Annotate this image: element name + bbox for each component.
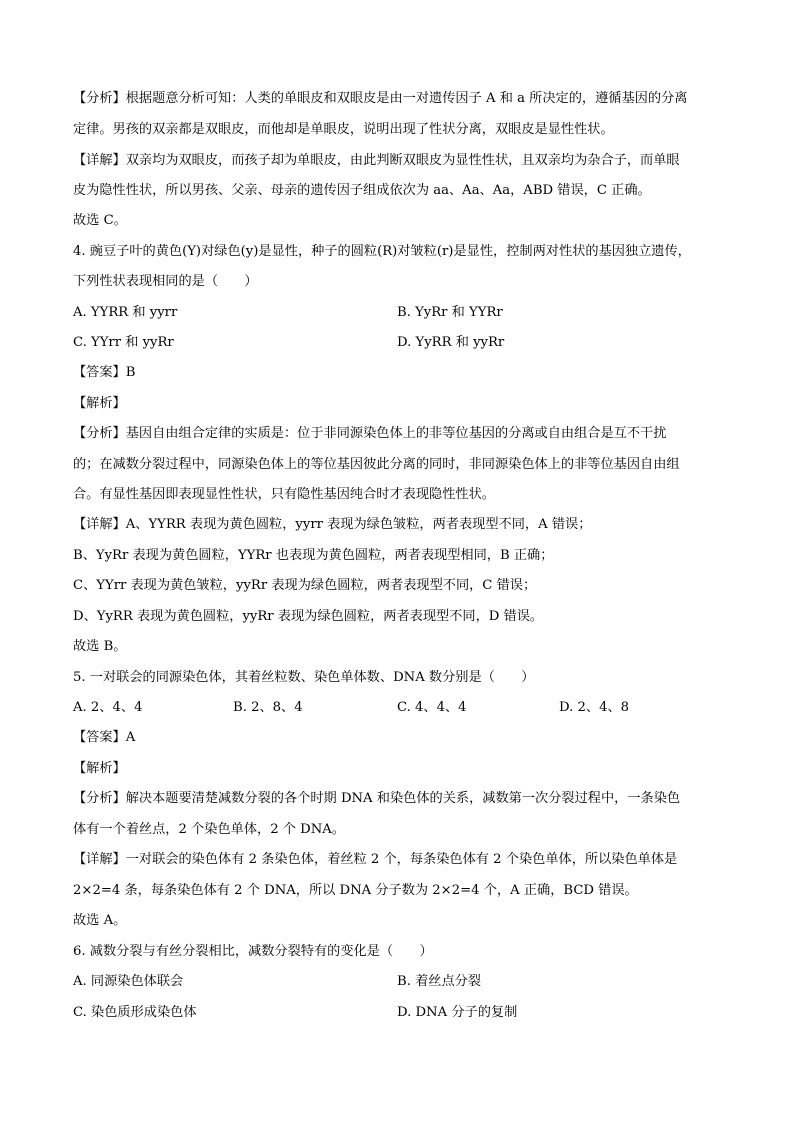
choice-q4: 故选 B。	[73, 639, 127, 654]
answer-q5: 【答案】A	[73, 730, 136, 745]
analysis-q3: 【分析】根据题意分析可知：人类的单眼皮和双眼皮是由一对遗传因子 A 和 a 所决定的，遵循基因的分离	[73, 91, 688, 106]
answer-q4: 【答案】B	[73, 365, 136, 380]
question-4-cont: 下列性状表现相同的是（ ）	[73, 274, 258, 289]
choice-q5: 故选 A。	[73, 913, 127, 928]
detail-q3-cont: 皮为隐性性状，所以男孩、父亲、母亲的遗传因子组成依次为 aa、Aa、Aa，ABD 错误，C 正确。	[73, 183, 651, 198]
q4-option-a: A. YYRR 和 yyrr	[73, 305, 178, 320]
q6-option-a: A. 同源染色体联会	[73, 974, 184, 989]
q5-option-a: A. 2、4、4	[73, 700, 143, 715]
q5-option-d: D. 2、4、8	[559, 700, 630, 715]
question-6: 6. 减数分裂与有丝分裂相比，减数分裂特有的变化是（ ）	[73, 944, 433, 959]
detail-q5: 【详解】一对联会的染色体有 2 条染色体，着丝粒 2 个，每条染色体有 2 个染色单体，所以染色单体是	[73, 852, 678, 867]
q4-option-d: D. YyRR 和 yyRr	[397, 335, 505, 350]
analysis-q4-cont1: 的；在减数分裂过程中，同源染色体上的等位基因彼此分离的同时，非同源染色体上的非等位基因自由组	[73, 457, 680, 472]
question-4: 4. 豌豆子叶的黄色(Y)对绿色(y)是显性，种子的圆粒(R)对皱粒(r)是显性，控制两对性状的基因独立遗传，	[73, 244, 691, 259]
detail-q3: 【详解】双亲均为双眼皮，而孩子却为单眼皮，由此判断双眼皮为显性性状，且双亲均为杂合子，而单眼	[73, 153, 680, 168]
detail-q5-cont: 2×2=4 条，每条染色体有 2 个 DNA，所以 DNA 分子数为 2×2=4 个，A 正确，BCD 错误。	[73, 883, 638, 898]
q4-option-c: C. YYrr 和 yyRr	[73, 335, 174, 350]
question-5: 5. 一对联会的同源染色体，其着丝粒数、染色单体数、DNA 数分别是（ ）	[73, 670, 535, 685]
q6-option-b: B. 着丝点分裂	[397, 974, 482, 989]
q6-option-d: D. DNA 分子的复制	[397, 1005, 518, 1020]
detail-q4-b: B、YyRr 表现为黄色圆粒，YYRr 也表现为黄色圆粒，两者表现型相同，B 正确；	[73, 548, 554, 563]
analysis-q4: 【分析】基因自由组合定律的实质是：位于非同源染色体上的非等位基因的分离或自由组合是互不干扰	[73, 426, 667, 441]
q4-option-b: B. YyRr 和 YYRr	[397, 305, 503, 320]
detail-q4-c: C、YYrr 表现为黄色皱粒，yyRr 表现为绿色圆粒，两者表现型不同，C 错误；	[73, 578, 537, 593]
analysis-q3-cont: 定律。男孩的双亲都是双眼皮，而他却是单眼皮，说明出现了性状分离，双眼皮是显性性状。	[73, 122, 614, 137]
explanation-q5-heading: 【解析】	[73, 761, 126, 776]
analysis-q5-cont: 体有一个着丝点，2 个染色单体，2 个 DNA。	[73, 822, 345, 837]
choice-q3: 故选 C。	[73, 213, 127, 228]
explanation-q4-heading: 【解析】	[73, 396, 126, 411]
q5-option-b: B. 2、8、4	[233, 700, 303, 715]
q6-option-c: C. 染色质形成染色体	[73, 1005, 197, 1020]
q5-option-c: C. 4、4、4	[397, 700, 467, 715]
detail-q4-d: D、YyRR 表现为黄色圆粒，yyRr 表现为绿色圆粒，两者表现型不同，D 错误。	[73, 609, 544, 624]
analysis-q4-cont2: 合。有显性基因即表现显性性状，只有隐性基因纯合时才表现隐性性状。	[73, 487, 495, 502]
analysis-q5: 【分析】解决本题要清楚减数分裂的各个时期 DNA 和染色体的关系，减数第一次分裂过程中，一条染色	[73, 791, 681, 806]
detail-q4-a: 【详解】A、YYRR 表现为黄色圆粒，yyrr 表现为绿色皱粒，两者表现型不同，A 错误；	[73, 517, 592, 532]
